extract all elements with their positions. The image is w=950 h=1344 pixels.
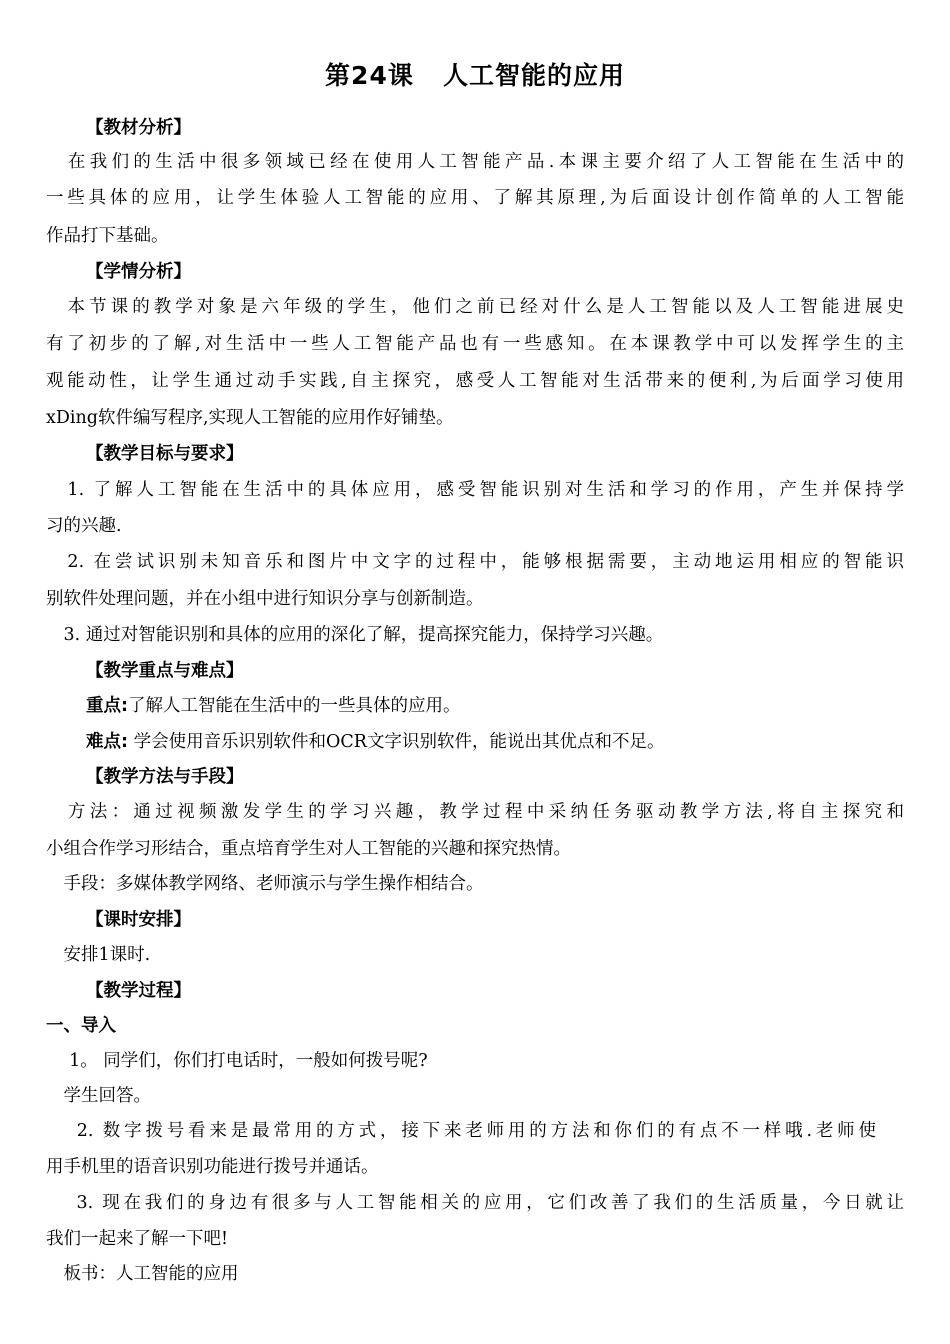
paragraph-line: 方法：通过视频激发学生的学习兴趣，教学过程中采纳任务驱动教学方法,将自主探究和 (46, 802, 904, 822)
section-heading-schedule: 【课时安排】 (86, 910, 191, 930)
paragraph-line: 小组合作学习形结合，重点培育学生对人工智能的兴趣和探究热情。 (46, 839, 571, 859)
section-heading-methods: 【教学方法与手段】 (86, 767, 244, 787)
subsection-heading-intro: 一、导入 (46, 1016, 116, 1036)
key-point-line (86, 694, 461, 718)
paragraph-line: 有了初步的了解,对生活中一些人工智能产品也有一些感知。在本课教学中可以发挥学生的主 (46, 334, 904, 354)
difficulty-line (86, 730, 664, 754)
paragraph-line: 在我们的生活中很多领域已经在使用人工智能产品.本课主要介绍了人工智能在生活中的 (46, 152, 904, 172)
paragraph-line: 板书：人工智能的应用 (46, 1264, 239, 1284)
paragraph-line: 1。 同学们，你们打电话时，一般如何拨号呢? (46, 1051, 428, 1071)
paragraph-line: 安排1课时. (46, 945, 151, 965)
paragraph-line: 2. 在尝试识别未知音乐和图片中文字的过程中，能够根据需要，主动地运用相应的智能识 (46, 552, 904, 572)
difficulty-label: 难点: (86, 732, 128, 752)
paragraph-line: 一些具体的应用，让学生体验人工智能的应用、了解其原理,为后面设计创作简单的人工智能 (46, 188, 904, 208)
paragraph-line: xDing软件编写程序,实现人工智能的应用作好铺垫。 (46, 408, 454, 428)
paragraph-line: 用手机里的语音识别功能进行拨号并通话。 (46, 1157, 379, 1177)
paragraph-line: 观能动性，让学生通过动手实践,自主探究，感受人工智能对生活带来的便利,为后面学习使用 (46, 371, 904, 391)
section-heading-process: 【教学过程】 (86, 981, 191, 1001)
paragraph-line: 学生回答。 (46, 1086, 151, 1106)
paragraph-line: 作品打下基础。 (46, 226, 169, 246)
paragraph-line: 我们一起来了解一下吧! (46, 1229, 229, 1249)
paragraph-line: 2. 数字拨号看来是最常用的方式，接下来老师用的方法和你们的有点不一样哦.老师使 (46, 1121, 876, 1141)
paragraph-line: 3. 现在我们的身边有很多与人工智能相关的应用，它们改善了我们的生活质量，今日就让 (46, 1193, 904, 1213)
paragraph-line: 习的兴趣. (46, 516, 122, 536)
paragraph-line: 手段：多媒体教学网络、老师演示与学生操作相结合。 (46, 874, 484, 894)
section-heading-goals: 【教学目标与要求】 (86, 444, 244, 464)
section-heading-focus: 【教学重点与难点】 (86, 661, 244, 681)
paragraph-line: 3. 通过对智能识别和具体的应用的深化了解，提高探究能力，保持学习兴趣。 (46, 625, 664, 645)
key-point-label: 重点: (86, 696, 128, 716)
difficulty-text: 学会使用音乐识别软件和OCR文字识别软件，能说出其优点和不足。 (128, 732, 665, 752)
paragraph-line: 1. 了解人工智能在生活中的具体应用，感受智能识别对生活和学习的作用，产生并保持学 (46, 480, 904, 500)
key-point-text: 了解人工智能在生活中的一些具体的应用。 (128, 696, 461, 716)
section-heading-students: 【学情分析】 (86, 262, 191, 282)
paragraph-line: 别软件处理问题，并在小组中进行知识分享与创新制造。 (46, 589, 484, 609)
paragraph-line: 本节课的教学对象是六年级的学生，他们之前已经对什么是人工智能以及人工智能进展史 (46, 297, 904, 317)
section-heading-analysis: 【教材分析】 (86, 118, 191, 138)
page-title: 第24课 人工智能的应用 (325, 61, 625, 90)
